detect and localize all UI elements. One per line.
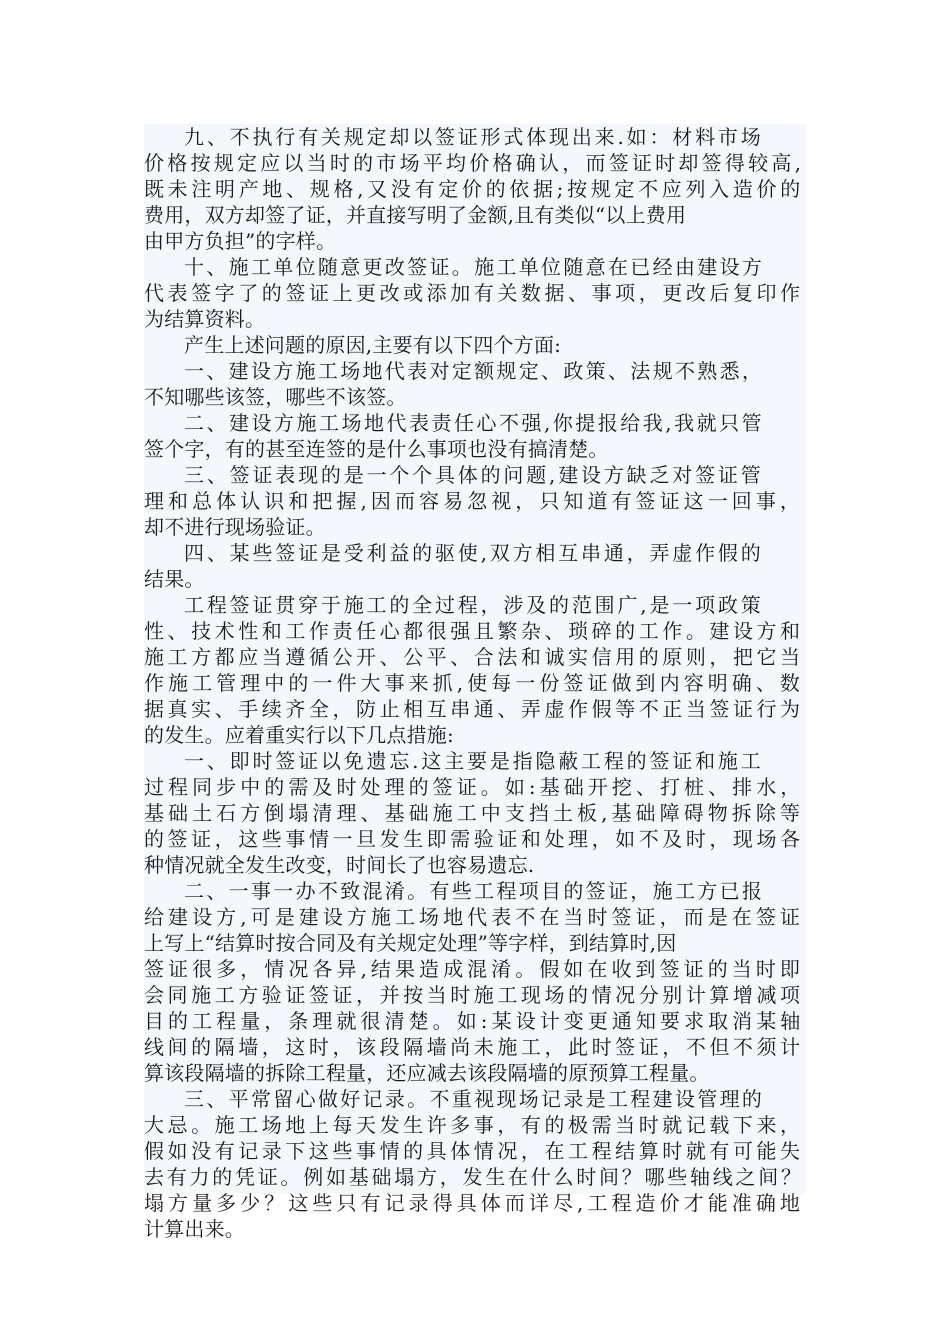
text-line: 假如没有记录下这些事情的具体情况，在工程结算时就有可能失 [144,1139,804,1163]
text-line: 线间的隔墙，这时，该段隔墙尚未施工，此时签证，不但不须计 [144,1035,804,1059]
text-line: 基础土石方倒塌清理、基础施工中支挡土板,基础障碍物拆除等 [144,801,804,825]
text-line: 结果。 [144,567,205,591]
text-line: 上写上“结算时按合同及有关规定处理”等字样，到结算时,因 [144,931,677,955]
text-line: 理和总体认识和把握,因而容易忽视，只知道有签证这一回事， [144,489,804,513]
text-line: 三、签证表现的是一个个具体的问题,建设方缺乏对签证管 [184,463,764,487]
text-line: 二、一事一办不致混淆。有些工程项目的签证，施工方已报 [184,879,765,903]
text-line: 十、施工单位随意更改签证。施工单位随意在已经由建设方 [184,255,765,279]
text-line: 的发生。应着重实行以下几点措施: [144,723,454,747]
paragraph [144,254,804,332]
text-line: 计算出来。 [144,1217,245,1241]
text-line: 产生上述问题的原因,主要有以下四个方面: [184,333,562,357]
text-line: 三、平常留心做好记录。不重视现场记录是工程建设管理的 [184,1087,765,1111]
paragraph [144,332,804,358]
text-line: 目的工程量，条理就很清楚。如:某设计变更通知要求取消某轴 [144,1009,804,1033]
text-line: 算该段隔墙的拆除工程量，还应减去该段隔墙的原预算工程量。 [144,1061,710,1085]
text-line: 九、不执行有关规定却以签证形式体现出来.如：材料市场 [184,125,764,149]
paragraph [144,410,804,462]
text-line: 不知哪些该签，哪些不该签。 [144,385,407,409]
paragraph [144,592,804,748]
paragraph [144,748,804,878]
text-line: 的签证，这些事情一旦发生即需验证和处理，如不及时，现场各 [144,827,804,851]
text-line: 塌方量多少？这些只有记录得具体而详尽,工程造价才能准确地 [144,1191,804,1215]
text-line: 费用，双方却签了证，并直接写明了金额,且有类似“以上费用 [144,203,687,227]
text-line: 既未注明产地、规格,又没有定价的依据;按规定不应列入造价的 [144,177,804,201]
paragraph [144,462,804,540]
text-line: 代表签字了的签证上更改或添加有关数据、事项，更改后复印作 [144,281,804,305]
text-line: 一、即时签证以免遗忘.这主要是指隐蔽工程的签证和施工 [184,749,764,773]
text-line: 过程同步中的需及时处理的签证。如:基础开挖、打桩、排水， [144,775,804,799]
text-line: 施工方都应当遵循公开、公平、合法和诚实信用的原则，把它当 [144,645,804,669]
text-line: 工程签证贯穿于施工的全过程，涉及的范围广,是一项政策 [184,593,764,617]
text-line: 二、建设方施工场地代表责任心不强,你提报给我,我就只管 [184,411,765,435]
text-line: 一、建设方施工场地代表对定额规定、政策、法规不熟悉， [184,359,765,383]
text-line: 却不进行现场验证。 [144,515,326,539]
text-line: 性、技术性和工作责任心都很强且繁杂、琐碎的工作。建设方和 [144,619,804,643]
text-line: 据真实、手续齐全，防止相互串通、弄虚作假等不正当签证行为 [144,697,804,721]
text-line: 签个字，有的甚至连签的是什么事项也没有搞清楚。 [144,437,609,461]
paragraph [144,1086,804,1242]
text-line: 为结算资料。 [144,307,266,331]
text-line: 去有力的凭证。例如基础塌方，发生在什么时间？哪些轴线之间？ [144,1165,804,1189]
paragraph [144,358,804,410]
paragraph [144,124,804,254]
text-line: 签证很多，情况各异,结果造成混淆。假如在收到签证的当时即 [144,957,804,981]
paragraph [144,540,804,592]
text-line: 种情况就全发生改变，时间长了也容易遗忘. [144,853,535,877]
text-line: 四、某些签证是受利益的驱使,双方相互串通，弄虚作假的 [184,541,764,565]
paragraph [144,878,804,1086]
text-line: 大忌。施工场地上每天发生许多事，有的极需当时就记载下来， [144,1113,804,1137]
body-text [144,124,806,1241]
text-line: 价格按规定应以当时的市场平均价格确认，而签证时却签得较高, [144,151,804,175]
text-line: 作施工管理中的一件大事来抓,使每一份签证做到内容明确、数 [144,671,804,695]
text-line: 会同施工方验证签证，并按当时施工现场的情况分别计算增减项 [144,983,804,1007]
text-line: 由甲方负担”的字样。 [144,229,337,253]
text-line: 给建设方,可是建设方施工场地代表不在当时签证，而是在签证 [144,905,804,929]
